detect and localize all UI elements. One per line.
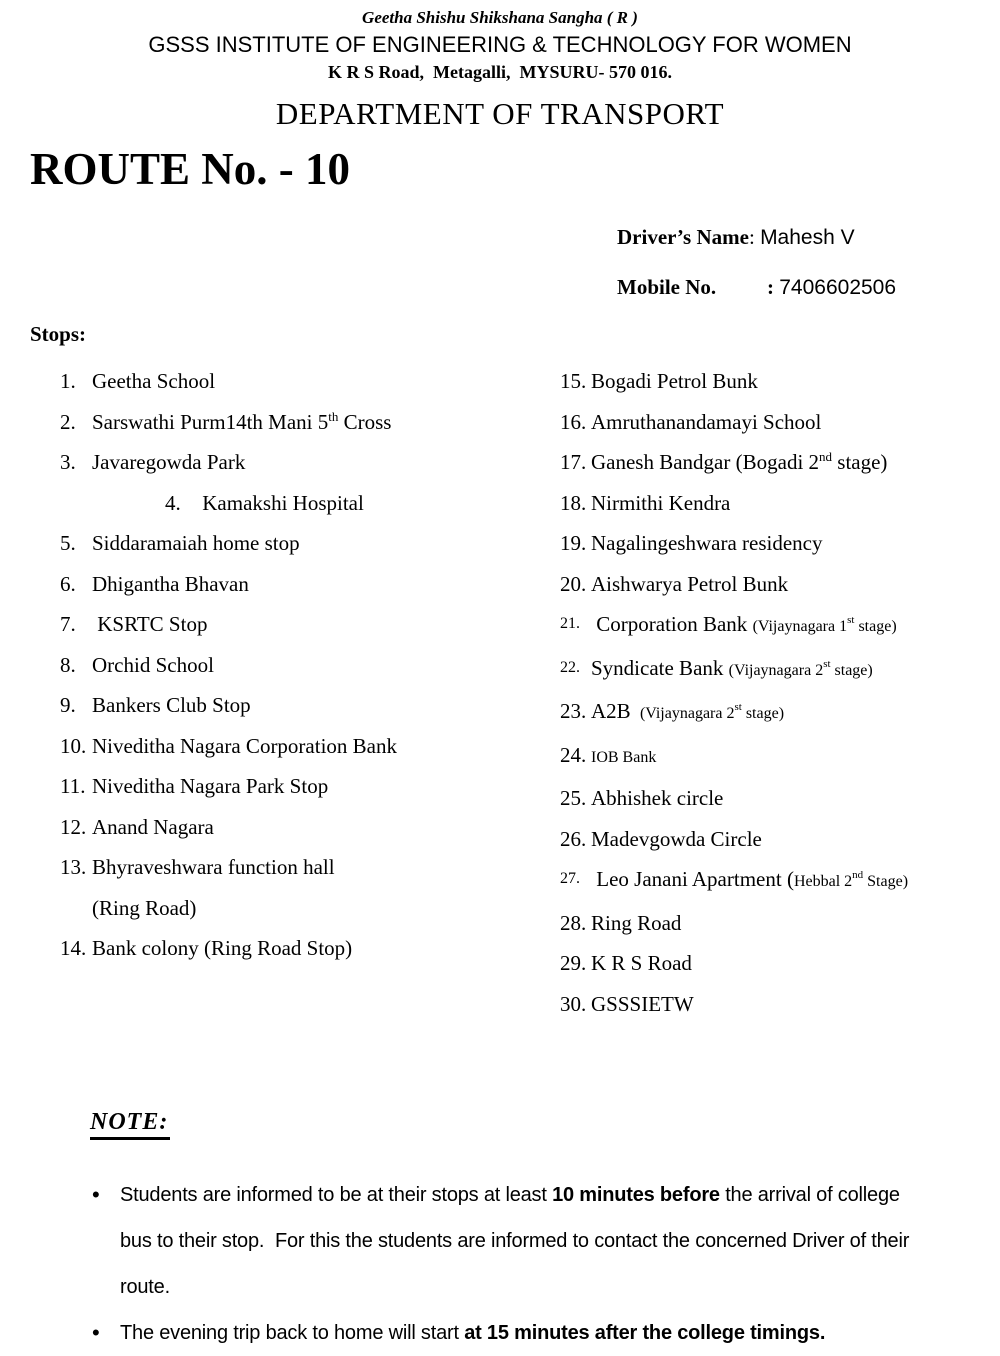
stop-name — [591, 903, 1000, 944]
stop-item — [60, 564, 560, 605]
institute-name: GSSS INSTITUTE OF ENGINEERING & TECHNOLOGY FOR WOMEN — [148, 32, 852, 57]
text-segment: 10 minutes before — [552, 1184, 720, 1206]
text-segment: K R S Road — [591, 951, 692, 975]
stop-number: 16. — [560, 409, 587, 434]
stops-list — [60, 361, 1000, 1024]
stop-number: 25. — [560, 786, 587, 810]
stop-name — [591, 564, 1000, 605]
note-bullet — [90, 1172, 935, 1310]
stop-number: 12. — [60, 814, 87, 839]
stop-number: 2. — [60, 409, 76, 434]
text-segment: Corporation Bank — [591, 612, 753, 636]
text-segment: Syndicate Bank — [591, 655, 729, 680]
text-segment: Anand Nagara — [92, 814, 214, 839]
stop-number: 1. — [60, 369, 76, 393]
driver-name-value: Mahesh V — [760, 226, 855, 249]
text-segment: Siddaramaiah home stop — [92, 531, 300, 555]
text-segment: Bhyraveshwara function hall — [92, 855, 335, 879]
text-segment: Cross — [338, 409, 392, 434]
stop-number: 17. — [560, 450, 587, 474]
stop-number: 4. — [165, 490, 181, 515]
stop-item — [560, 903, 1000, 944]
text-segment: Ring Road — [591, 910, 682, 935]
stop-item — [560, 943, 1000, 984]
text-segment: Stage) — [863, 873, 909, 890]
stop-item — [60, 604, 560, 645]
text-segment: stage) — [832, 450, 888, 474]
stop-name — [92, 807, 560, 848]
text-segment: A2B — [591, 699, 636, 723]
note-heading: NOTE: — [90, 1108, 170, 1140]
stop-name — [591, 402, 1000, 443]
driver-name-separator: : — [748, 225, 761, 249]
text-segment: Bogadi Petrol Bunk — [591, 369, 758, 393]
trust-name: Geetha Shishu Shikshana Sangha ( R ) — [362, 8, 638, 27]
stop-name — [92, 847, 560, 928]
stop-item — [165, 483, 560, 524]
text-segment: st — [734, 701, 742, 713]
text-segment: Amruthanandamayi School — [591, 409, 822, 434]
stop-name — [591, 523, 1000, 564]
stop-name — [591, 778, 1000, 819]
stop-name — [92, 442, 560, 483]
stop-item — [560, 442, 1000, 483]
stop-item — [60, 402, 560, 443]
text-segment: (Ring Road) — [92, 895, 197, 920]
text-segment: stage) — [854, 618, 897, 635]
stop-name — [92, 604, 560, 645]
text-segment: st — [847, 614, 855, 626]
stop-item — [60, 847, 560, 928]
department-title: DEPARTMENT OF TRANSPORT — [275, 96, 725, 131]
stop-name — [591, 442, 1000, 483]
text-segment: Madevgowda Circle — [591, 826, 762, 851]
text-segment: Students are informed to be at their stops at least — [120, 1184, 553, 1206]
text-segment: stage) — [830, 661, 873, 679]
note-bullet — [90, 1310, 935, 1356]
document-header — [0, 0, 1000, 134]
stop-name — [591, 604, 1000, 648]
stop-item — [60, 645, 560, 686]
stop-item — [60, 766, 560, 807]
stop-name — [92, 726, 560, 767]
stops-column-right — [560, 361, 1000, 1024]
stop-name — [92, 928, 560, 969]
driver-info — [617, 225, 1000, 300]
stop-item — [560, 564, 1000, 605]
stop-number: 18. — [560, 490, 587, 515]
stop-number: 21. — [560, 615, 580, 632]
text-segment: Javaregowda Park — [92, 450, 246, 474]
text-segment: th — [328, 408, 339, 424]
stop-name — [92, 564, 560, 605]
stop-name — [591, 943, 1000, 984]
stop-name — [591, 483, 1000, 524]
stop-number: 23. — [560, 699, 587, 723]
stop-number: 6. — [60, 571, 76, 596]
text-segment: Leo Janani Apartment ( — [591, 867, 794, 891]
text-segment: (Vijaynagara 1 — [752, 618, 848, 635]
stop-name — [92, 685, 560, 726]
stop-number: 8. — [60, 652, 76, 677]
stop-number: 13. — [60, 855, 87, 879]
note-list — [90, 1172, 935, 1356]
stop-name — [92, 645, 560, 686]
stop-number: 24. — [560, 742, 587, 767]
stop-name — [591, 984, 1000, 1025]
stop-item — [60, 361, 560, 402]
stop-name — [92, 766, 560, 807]
text-segment: Geetha School — [92, 369, 216, 393]
driver-mobile-line — [617, 275, 1000, 300]
text-segment: Hebbal 2 — [793, 873, 853, 890]
stop-name — [591, 691, 1000, 735]
stop-name — [591, 648, 1000, 692]
text-segment: Orchid School — [92, 652, 214, 677]
text-segment: Kamakshi Hospital — [197, 490, 364, 515]
stop-item — [560, 523, 1000, 564]
stop-item — [560, 483, 1000, 524]
stop-number: 9. — [60, 693, 76, 717]
text-segment: (Vijaynagara 2 — [728, 661, 824, 679]
text-segment: IOB Bank — [591, 748, 657, 766]
stop-item — [560, 819, 1000, 860]
stop-number: 26. — [560, 826, 587, 851]
stop-number: 20. — [560, 571, 587, 596]
stop-name — [591, 361, 1000, 402]
stop-item — [60, 928, 560, 969]
text-segment: stage) — [741, 705, 785, 722]
stop-item — [60, 442, 560, 483]
text-segment: Nagalingeshwara residency — [591, 531, 823, 555]
stop-item — [60, 523, 560, 564]
stop-item — [560, 361, 1000, 402]
text-segment: The evening trip back to home will start — [120, 1322, 465, 1344]
driver-name-label: Driver’s Name — [617, 225, 749, 249]
text-segment: nd — [819, 449, 833, 464]
stop-number: 19. — [560, 531, 587, 555]
stop-item — [560, 984, 1000, 1025]
stop-number: 10. — [60, 733, 87, 758]
driver-mobile-value: 7406602506 — [779, 276, 897, 299]
stop-item — [560, 604, 1000, 648]
text-segment: Nirmithi Kendra — [591, 490, 731, 515]
stop-number: 3. — [60, 450, 76, 474]
text-segment: (Vijaynagara 2 — [635, 705, 735, 722]
text-segment: Sarswathi Purm14th Mani 5 — [92, 409, 329, 434]
driver-mobile-label: Mobile No. — [617, 275, 717, 299]
text-segment: at 15 minutes after the college timings. — [464, 1322, 826, 1344]
stop-number: 28. — [560, 910, 587, 935]
text-segment: Bankers Club Stop — [92, 693, 251, 717]
stop-number: 29. — [560, 951, 587, 975]
driver-mobile-separator: : — [767, 275, 780, 299]
stop-number: 15. — [560, 369, 587, 393]
stop-number: 7. — [60, 612, 76, 636]
stop-name — [92, 523, 560, 564]
stop-item — [560, 691, 1000, 735]
stop-name — [92, 402, 560, 443]
stop-number: 5. — [60, 531, 76, 555]
text-segment: Niveditha Nagara Park Stop — [92, 774, 329, 798]
stop-item — [60, 726, 560, 767]
stops-heading: Stops: — [30, 322, 87, 346]
text-segment: the arrival of college bus to their stop. For this the students are informed to contact the concerned Driver of their route. — [120, 1184, 915, 1298]
text-segment: Aishwarya Petrol Bunk — [591, 571, 789, 596]
stop-number: 11. — [60, 774, 86, 798]
stop-number: 22. — [560, 658, 580, 676]
stop-item — [560, 402, 1000, 443]
stop-item — [560, 778, 1000, 819]
stop-name — [92, 361, 560, 402]
stop-name — [591, 859, 1000, 903]
text-segment: GSSSIETW — [591, 991, 694, 1016]
text-segment: nd — [852, 869, 864, 881]
stop-name — [197, 483, 560, 524]
route-title: ROUTE No. - 10 — [30, 144, 351, 194]
text-segment: Dhigantha Bhavan — [92, 571, 249, 596]
stop-item — [560, 648, 1000, 692]
institute-address: K R S Road, Metagalli, MYSURU- 570 016. — [328, 62, 672, 82]
text-segment: Bank colony (Ring Road Stop) — [92, 936, 353, 960]
stop-item — [60, 807, 560, 848]
driver-name-line — [617, 225, 1000, 250]
stops-column-left — [60, 361, 560, 1024]
text-segment: KSRTC Stop — [92, 612, 208, 636]
stop-item — [560, 859, 1000, 903]
text-segment: Ganesh Bandgar (Bogadi 2 — [591, 450, 820, 474]
stop-number: 30. — [560, 991, 587, 1016]
stop-number: 27. — [560, 870, 580, 887]
text-segment: Abhishek circle — [591, 786, 724, 810]
stop-item — [60, 685, 560, 726]
text-segment: st — [823, 657, 831, 670]
stop-item — [560, 735, 1000, 779]
stop-name — [591, 735, 1000, 779]
note-section — [90, 1108, 1000, 1356]
text-segment: Niveditha Nagara Corporation Bank — [92, 733, 397, 758]
stop-name — [591, 819, 1000, 860]
stop-number: 14. — [60, 936, 87, 960]
